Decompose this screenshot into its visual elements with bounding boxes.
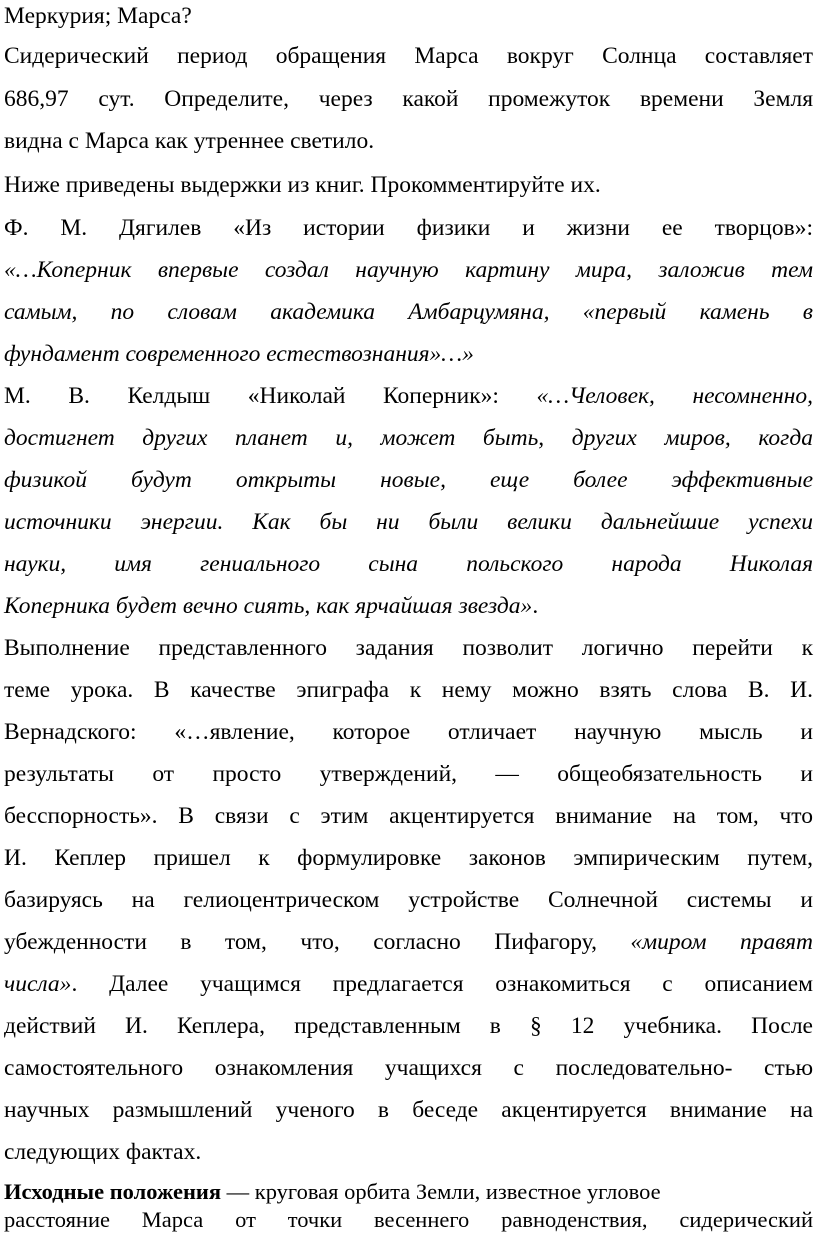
text-span: следующих фактах. [4, 1139, 202, 1165]
text-line [4, 969, 813, 999]
text-span: результаты от просто утверждений, — общеобязательность и [4, 761, 813, 787]
text-line [4, 41, 813, 71]
quote-span: самым, по словам академика Амбарцумяна, «первый камень в [4, 299, 813, 325]
text-line [4, 759, 813, 789]
quote-line [4, 297, 813, 327]
text-line [4, 381, 813, 411]
text-line [4, 1207, 813, 1233]
text-line [4, 633, 813, 663]
text-line [4, 1179, 813, 1205]
text-line [4, 885, 813, 915]
quote-span: «миром правят [630, 929, 813, 955]
text-span: И. Кеплер пришел к формулировке законов эмпирическим путем, [4, 845, 813, 871]
text-span: расстояние Марса от точки весеннего равноденствия, сидерический [4, 1207, 813, 1232]
quote-span: фундамент современного естествознания»…» [4, 341, 474, 367]
text-line [4, 801, 813, 831]
bold-heading-span: Исходные положения [4, 1179, 222, 1204]
quote-line [4, 423, 813, 453]
text-span: самостоятельного ознакомления учащихся с последовательно- стью [4, 1055, 813, 1081]
text-span: Меркурия; Марса? [4, 3, 192, 29]
text-span: Ф. М. Дягилев «Из истории физики и жизни ее творцов»: [4, 215, 813, 241]
text-line [4, 675, 813, 705]
text-span: . Далее учащимся предлагается ознакомиться с описанием [71, 971, 813, 997]
text-line [4, 126, 813, 156]
text-line [4, 170, 813, 200]
quote-line [4, 507, 813, 537]
text-line [4, 1011, 813, 1041]
quote-line [4, 339, 813, 369]
quote-line [4, 549, 813, 579]
text-line [4, 1137, 813, 1167]
text-span: Ниже приведены выдержки из книг. Прокомментируйте их. [4, 172, 601, 198]
text-line [4, 927, 813, 957]
quote-span: источники энергии. Как бы ни были велики дальнейшие успехи [4, 509, 813, 535]
text-span: Вернадского: «…явление, которое отличает научную мысль и [4, 719, 813, 745]
quote-span: Коперника будет вечно сиять, как ярчайшая звезда» [4, 593, 533, 619]
text-line [4, 717, 813, 747]
text-span: Сидерический период обращения Марса вокруг Солнца составляет [4, 43, 813, 69]
text-span: базируясь на гелиоцентрическом устройстве Солнечной системы и [4, 887, 813, 913]
quote-span: науки, имя гениального сына польского народа Николая [4, 551, 813, 577]
text-span: теме урока. В качестве эпиграфа к нему можно взять слова В. И. [4, 677, 813, 703]
text-line [4, 1, 813, 31]
text-span: М. В. Келдыш «Николай Коперник»: [4, 383, 537, 409]
text-line [4, 843, 813, 873]
text-span: бесспорность». В связи с этим акцентируется внимание на том, что [4, 803, 813, 829]
quote-line [4, 255, 813, 285]
text-line [4, 1095, 813, 1125]
quote-span: «…Коперник впервые создал научную картину мира, заложив тем [4, 257, 813, 283]
text-line [4, 591, 813, 621]
text-span: . [532, 593, 539, 619]
text-span: научных размышлений ученого в беседе акцентируется внимание на [4, 1097, 813, 1123]
text-span: — круговая орбита Земли, известное угловое [221, 1179, 661, 1204]
text-line [4, 84, 813, 114]
text-line [4, 1053, 813, 1083]
quote-line [4, 465, 813, 495]
text-span: действий И. Кеплера, представленным в § 12 учебника. После [4, 1013, 813, 1039]
quote-span: достигнет других планет и, может быть, других миров, когда [4, 425, 813, 451]
quote-span: физикой будут открыты новые, еще более эффективные [4, 467, 813, 493]
text-span: 686,97 сут. Определите, через какой промежуток времени Земля [4, 86, 813, 112]
quote-span: «…Человек, несомненно, [536, 383, 813, 409]
text-span: убежденности в том, что, согласно Пифагору, [4, 929, 631, 955]
quote-span: числа» [4, 971, 72, 997]
text-line [4, 213, 813, 243]
text-span: видна с Марса как утреннее светило. [4, 128, 375, 154]
text-span: Выполнение представленного задания позволит логично перейти к [4, 635, 813, 661]
